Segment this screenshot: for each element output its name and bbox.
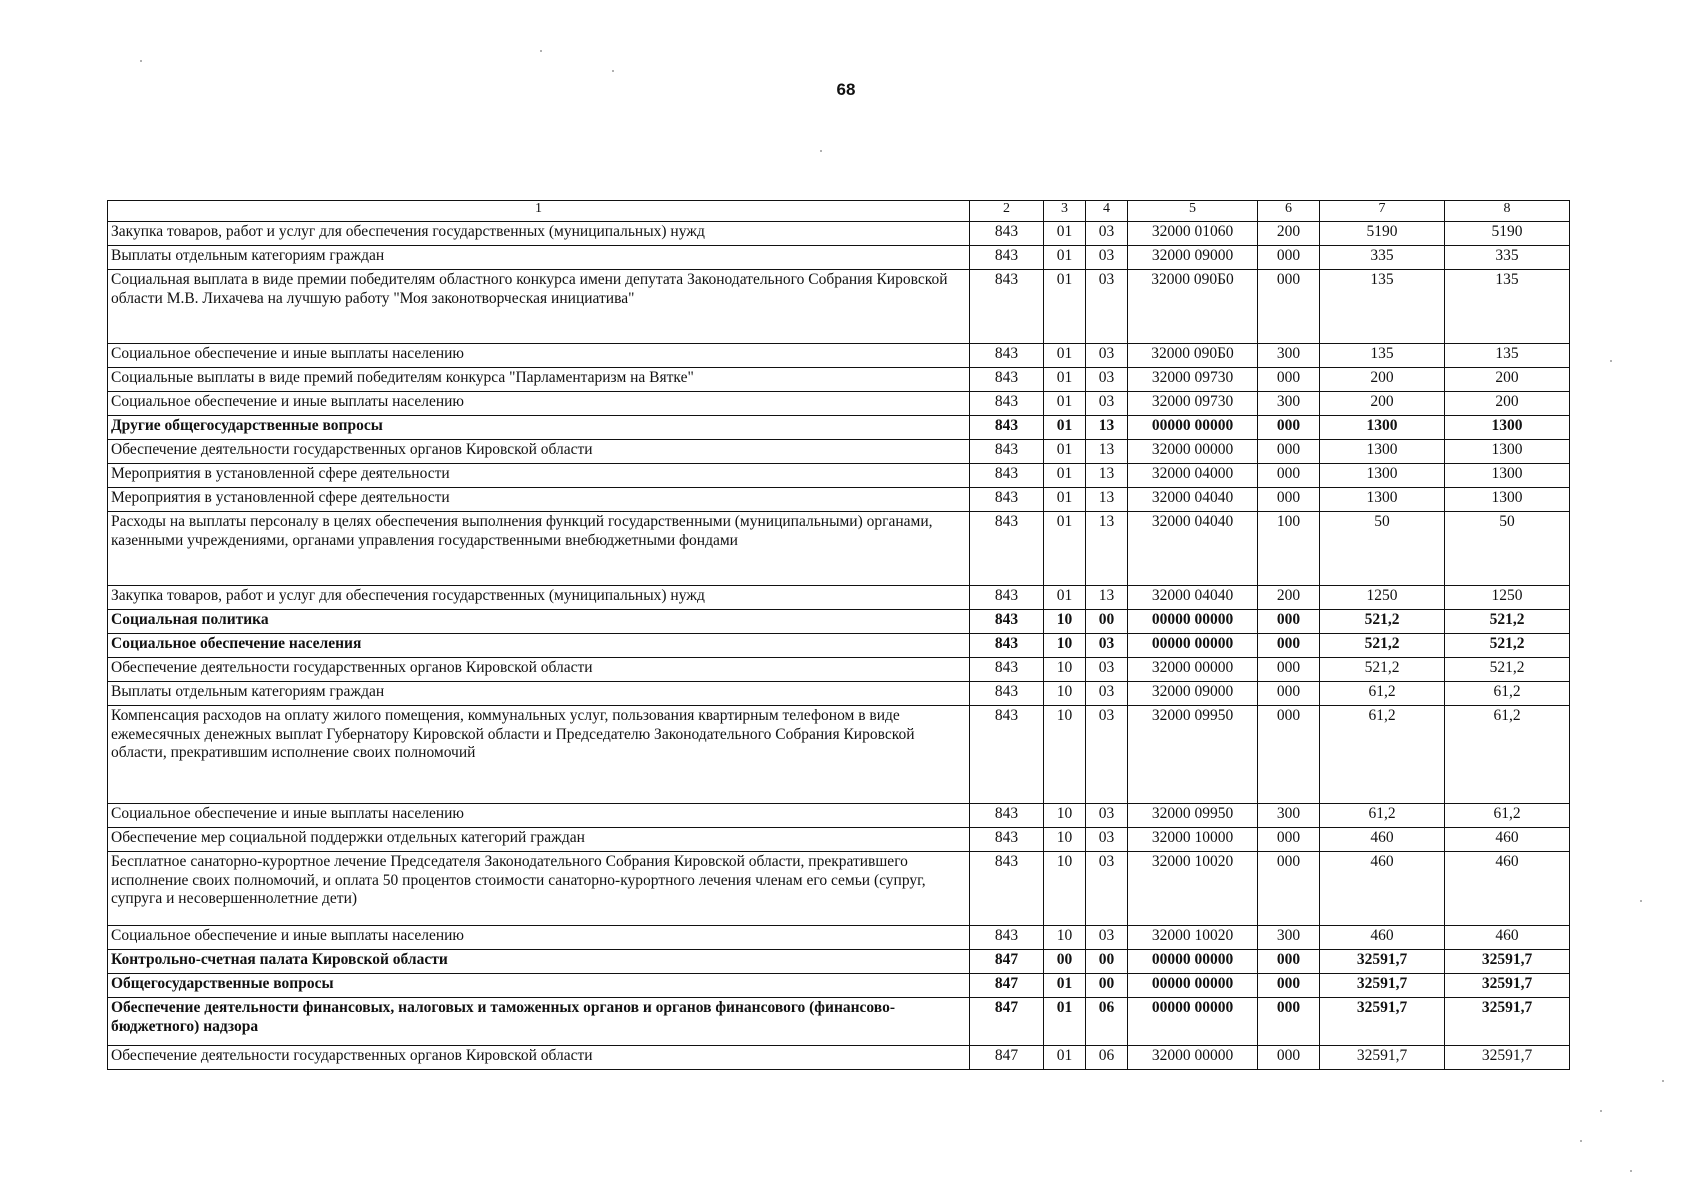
row-amount-2019: 1300 [1320,440,1445,464]
row-name: Выплаты отдельным категориям граждан [108,682,970,706]
row-amount-2020: 200 [1445,368,1570,392]
row-code-target: 32000 01060 [1128,222,1258,246]
row-name: Обеспечение деятельности государственных органов Кировской области [108,1046,970,1070]
column-header: 6 [1258,201,1320,222]
row-code-subsection: 13 [1086,488,1128,512]
row-amount-2020: 1250 [1445,586,1570,610]
table-row [108,344,1570,368]
row-code-subsection: 13 [1086,464,1128,488]
row-amount-2019: 32591,7 [1320,1046,1445,1070]
row-code-ministry: 843 [970,488,1044,512]
column-header: 7 [1320,201,1445,222]
row-code-expense-type: 000 [1258,246,1320,270]
row-code-target: 32000 00000 [1128,1046,1258,1070]
row-code-section: 10 [1044,828,1086,852]
row-code-expense-type: 300 [1258,804,1320,828]
row-code-target: 32000 10020 [1128,852,1258,926]
row-code-section: 01 [1044,974,1086,998]
row-amount-2020: 521,2 [1445,634,1570,658]
row-code-target: 32000 10020 [1128,926,1258,950]
row-name: Выплаты отдельным категориям граждан [108,246,970,270]
table-row [108,368,1570,392]
row-code-ministry: 843 [970,706,1044,804]
row-code-target: 32000 04040 [1128,586,1258,610]
row-code-section: 01 [1044,368,1086,392]
row-code-target: 32000 090Б0 [1128,270,1258,344]
row-code-ministry: 843 [970,682,1044,706]
row-amount-2020: 32591,7 [1445,1046,1570,1070]
row-amount-2019: 1300 [1320,416,1445,440]
row-name: Другие общегосударственные вопросы [108,416,970,440]
row-code-subsection: 13 [1086,416,1128,440]
row-amount-2019: 521,2 [1320,610,1445,634]
row-amount-2019: 5190 [1320,222,1445,246]
row-code-target: 32000 09950 [1128,706,1258,804]
row-code-target: 32000 04040 [1128,512,1258,586]
row-code-expense-type: 000 [1258,488,1320,512]
table-row [108,392,1570,416]
row-code-target: 32000 09000 [1128,246,1258,270]
row-code-subsection: 03 [1086,344,1128,368]
row-code-expense-type: 200 [1258,586,1320,610]
row-amount-2019: 335 [1320,246,1445,270]
row-amount-2020: 460 [1445,926,1570,950]
row-code-expense-type: 200 [1258,222,1320,246]
row-code-ministry: 843 [970,658,1044,682]
row-code-section: 10 [1044,926,1086,950]
table-row [108,974,1570,998]
row-code-target: 32000 09000 [1128,682,1258,706]
row-name: Мероприятия в установленной сфере деятельности [108,488,970,512]
table-row [108,804,1570,828]
row-code-ministry: 843 [970,852,1044,926]
row-code-ministry: 843 [970,222,1044,246]
row-name: Обеспечение мер социальной поддержки отдельных категорий граждан [108,828,970,852]
column-header: 3 [1044,201,1086,222]
table-body [108,201,1570,1070]
row-code-ministry: 847 [970,974,1044,998]
row-amount-2020: 61,2 [1445,682,1570,706]
row-code-ministry: 843 [970,344,1044,368]
row-amount-2020: 460 [1445,852,1570,926]
row-code-expense-type: 000 [1258,974,1320,998]
row-code-expense-type: 000 [1258,270,1320,344]
row-amount-2019: 32591,7 [1320,974,1445,998]
row-code-ministry: 843 [970,416,1044,440]
row-code-target: 32000 09950 [1128,804,1258,828]
row-name: Общегосударственные вопросы [108,974,970,998]
row-name: Социальная выплата в виде премии победителям областного конкурса имени депутата Законодательного Собрания Кировской области М.В. Лихачева на лучшую работу "Моя законотворческая инициатива" [108,270,970,344]
table-row [108,416,1570,440]
row-name: Социальное обеспечение и иные выплаты населению [108,392,970,416]
row-code-section: 01 [1044,488,1086,512]
row-code-subsection: 13 [1086,440,1128,464]
row-amount-2019: 61,2 [1320,804,1445,828]
row-code-ministry: 843 [970,368,1044,392]
row-code-ministry: 847 [970,998,1044,1046]
row-amount-2019: 135 [1320,344,1445,368]
row-amount-2020: 521,2 [1445,610,1570,634]
row-code-expense-type: 300 [1258,392,1320,416]
row-amount-2019: 61,2 [1320,706,1445,804]
row-name: Социальное обеспечение и иные выплаты населению [108,344,970,368]
row-code-subsection: 03 [1086,270,1128,344]
row-code-section: 10 [1044,634,1086,658]
row-code-section: 01 [1044,222,1086,246]
table-row [108,488,1570,512]
row-code-target: 00000 00000 [1128,634,1258,658]
row-code-expense-type: 000 [1258,610,1320,634]
row-name: Социальные выплаты в виде премий победителям конкурса "Парламентаризм на Вятке" [108,368,970,392]
row-code-subsection: 03 [1086,828,1128,852]
row-code-section: 10 [1044,682,1086,706]
table-row [108,586,1570,610]
page-number: 68 [836,80,856,99]
row-code-expense-type: 000 [1258,368,1320,392]
column-header: 5 [1128,201,1258,222]
row-amount-2020: 61,2 [1445,804,1570,828]
table-row [108,270,1570,344]
row-code-section: 01 [1044,246,1086,270]
table-row [108,998,1570,1046]
row-code-expense-type: 000 [1258,658,1320,682]
row-name: Социальное обеспечение и иные выплаты населению [108,804,970,828]
column-header: 1 [108,201,970,222]
row-code-section: 01 [1044,392,1086,416]
row-code-ministry: 843 [970,246,1044,270]
row-amount-2019: 32591,7 [1320,950,1445,974]
row-amount-2020: 32591,7 [1445,950,1570,974]
row-amount-2020: 135 [1445,344,1570,368]
row-code-target: 00000 00000 [1128,950,1258,974]
row-amount-2019: 521,2 [1320,634,1445,658]
row-code-section: 01 [1044,464,1086,488]
row-code-section: 10 [1044,658,1086,682]
row-code-ministry: 847 [970,950,1044,974]
row-code-expense-type: 000 [1258,950,1320,974]
row-amount-2019: 1250 [1320,586,1445,610]
row-name: Социальная политика [108,610,970,634]
row-amount-2019: 135 [1320,270,1445,344]
row-code-subsection: 03 [1086,634,1128,658]
row-code-expense-type: 000 [1258,682,1320,706]
row-code-section: 01 [1044,270,1086,344]
row-amount-2019: 61,2 [1320,682,1445,706]
row-name: Контрольно-счетная палата Кировской области [108,950,970,974]
row-code-ministry: 843 [970,440,1044,464]
table-row [108,222,1570,246]
row-code-subsection: 03 [1086,706,1128,804]
row-code-expense-type: 300 [1258,926,1320,950]
row-amount-2020: 32591,7 [1445,974,1570,998]
row-amount-2020: 50 [1445,512,1570,586]
row-code-target: 32000 10000 [1128,828,1258,852]
row-code-ministry: 847 [970,1046,1044,1070]
table-row [108,440,1570,464]
row-amount-2019: 460 [1320,926,1445,950]
row-code-subsection: 03 [1086,222,1128,246]
row-code-subsection: 03 [1086,246,1128,270]
row-name: Обеспечение деятельности финансовых, налоговых и таможенных органов и органов финансового (финансово-бюджетного) надзора [108,998,970,1046]
row-amount-2020: 460 [1445,828,1570,852]
row-code-subsection: 03 [1086,926,1128,950]
row-amount-2020: 521,2 [1445,658,1570,682]
row-code-target: 32000 04040 [1128,488,1258,512]
table-row [108,706,1570,804]
row-code-subsection: 00 [1086,610,1128,634]
column-header: 2 [970,201,1044,222]
row-code-target: 32000 00000 [1128,658,1258,682]
row-name: Мероприятия в установленной сфере деятельности [108,464,970,488]
row-code-section: 01 [1044,998,1086,1046]
table-row [108,512,1570,586]
row-amount-2019: 200 [1320,368,1445,392]
row-code-expense-type: 000 [1258,464,1320,488]
table-row [108,610,1570,634]
row-code-section: 10 [1044,804,1086,828]
row-name: Расходы на выплаты персоналу в целях обеспечения выполнения функций государственными (муниципальными) органами, казенными учреждениями, органами управления государственными внебюджетными фондами [108,512,970,586]
row-code-ministry: 843 [970,634,1044,658]
column-header: 4 [1086,201,1128,222]
row-name: Закупка товаров, работ и услуг для обеспечения государственных (муниципальных) нужд [108,586,970,610]
row-code-expense-type: 000 [1258,852,1320,926]
row-name: Обеспечение деятельности государственных органов Кировской области [108,440,970,464]
row-code-section: 01 [1044,512,1086,586]
row-code-section: 10 [1044,852,1086,926]
row-code-section: 00 [1044,950,1086,974]
row-amount-2019: 460 [1320,852,1445,926]
row-code-target: 32000 09730 [1128,392,1258,416]
table-row [108,926,1570,950]
row-code-ministry: 843 [970,586,1044,610]
table-row [108,634,1570,658]
row-code-subsection: 03 [1086,804,1128,828]
row-code-section: 01 [1044,440,1086,464]
column-header: 8 [1445,201,1570,222]
row-code-section: 10 [1044,706,1086,804]
row-code-target: 00000 00000 [1128,610,1258,634]
row-code-expense-type: 000 [1258,706,1320,804]
row-code-expense-type: 000 [1258,1046,1320,1070]
row-code-section: 01 [1044,416,1086,440]
row-code-expense-type: 000 [1258,440,1320,464]
row-code-subsection: 03 [1086,658,1128,682]
row-code-target: 32000 09730 [1128,368,1258,392]
row-code-ministry: 843 [970,926,1044,950]
row-code-target: 32000 04000 [1128,464,1258,488]
row-code-expense-type: 000 [1258,416,1320,440]
row-code-ministry: 843 [970,828,1044,852]
row-amount-2020: 135 [1445,270,1570,344]
row-code-ministry: 843 [970,610,1044,634]
row-amount-2020: 5190 [1445,222,1570,246]
row-code-expense-type: 000 [1258,998,1320,1046]
row-name: Бесплатное санаторно-курортное лечение Председателя Законодательного Собрания Кировской области, прекратившего исполнение своих полномочий, и оплата 50 процентов стоимости санаторно-курортного лечения членам его семьи (супруг, супруга и несовершеннолетние дети) [108,852,970,926]
row-amount-2020: 1300 [1445,464,1570,488]
row-name: Компенсация расходов на оплату жилого помещения, коммунальных услуг, пользования квартирным телефоном в виде ежемесячных денежных выплат Губернатору Кировской области и Председателю Законодательного Собрания Кировской области, прекратившим исполнение своих полномочий [108,706,970,804]
row-amount-2019: 32591,7 [1320,998,1445,1046]
row-code-expense-type: 000 [1258,828,1320,852]
row-code-subsection: 13 [1086,512,1128,586]
row-amount-2019: 1300 [1320,488,1445,512]
row-amount-2020: 1300 [1445,488,1570,512]
row-amount-2020: 32591,7 [1445,998,1570,1046]
row-code-subsection: 03 [1086,682,1128,706]
row-code-expense-type: 000 [1258,634,1320,658]
row-code-subsection: 00 [1086,950,1128,974]
table-row [108,1046,1570,1070]
row-amount-2019: 50 [1320,512,1445,586]
row-code-subsection: 06 [1086,998,1128,1046]
row-amount-2019: 521,2 [1320,658,1445,682]
table-row [108,852,1570,926]
table-row [108,464,1570,488]
row-code-subsection: 03 [1086,368,1128,392]
row-code-subsection: 03 [1086,392,1128,416]
row-amount-2019: 200 [1320,392,1445,416]
row-amount-2020: 1300 [1445,440,1570,464]
table-row [108,950,1570,974]
row-code-subsection: 00 [1086,974,1128,998]
table-row [108,246,1570,270]
row-code-subsection: 13 [1086,586,1128,610]
table-row [108,658,1570,682]
table-header-row [108,201,1570,222]
row-name: Обеспечение деятельности государственных органов Кировской области [108,658,970,682]
row-code-target: 32000 090Б0 [1128,344,1258,368]
row-amount-2019: 460 [1320,828,1445,852]
row-code-ministry: 843 [970,804,1044,828]
row-amount-2020: 61,2 [1445,706,1570,804]
table-row [108,682,1570,706]
row-code-ministry: 843 [970,270,1044,344]
budget-table [107,200,1570,1070]
row-code-expense-type: 300 [1258,344,1320,368]
row-amount-2020: 1300 [1445,416,1570,440]
row-code-target: 00000 00000 [1128,416,1258,440]
row-code-subsection: 06 [1086,1046,1128,1070]
row-code-section: 10 [1044,610,1086,634]
row-name: Закупка товаров, работ и услуг для обеспечения государственных (муниципальных) нужд [108,222,970,246]
row-code-expense-type: 100 [1258,512,1320,586]
row-code-target: 32000 00000 [1128,440,1258,464]
row-code-section: 01 [1044,586,1086,610]
row-code-ministry: 843 [970,392,1044,416]
row-code-section: 01 [1044,1046,1086,1070]
row-amount-2020: 335 [1445,246,1570,270]
row-name: Социальное обеспечение населения [108,634,970,658]
row-code-subsection: 03 [1086,852,1128,926]
row-name: Социальное обеспечение и иные выплаты населению [108,926,970,950]
row-amount-2019: 1300 [1320,464,1445,488]
row-code-section: 01 [1044,344,1086,368]
row-amount-2020: 200 [1445,392,1570,416]
row-code-target: 00000 00000 [1128,974,1258,998]
row-code-target: 00000 00000 [1128,998,1258,1046]
row-code-ministry: 843 [970,464,1044,488]
table-row [108,828,1570,852]
row-code-ministry: 843 [970,512,1044,586]
